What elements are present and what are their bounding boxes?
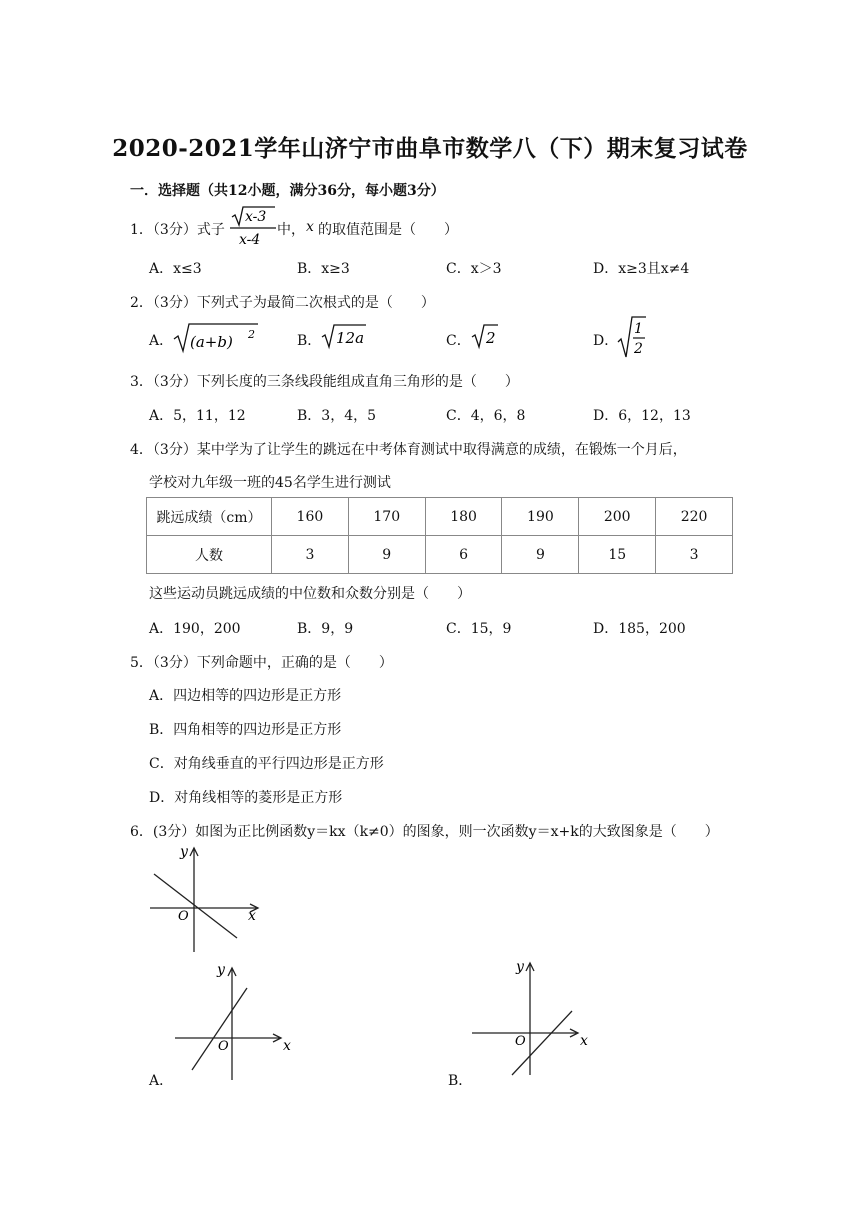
exam-title: 2020-2021学年山济宁市曲阜市数学八（下）期末复习试卷 bbox=[112, 135, 748, 162]
table-cell: 6 bbox=[425, 536, 502, 574]
q3-option-b: B．3，4，5 bbox=[297, 408, 377, 424]
q2-option-b-radical bbox=[320, 322, 368, 350]
q1-stem-a: 1．（3分）式子 bbox=[130, 222, 225, 238]
table-row bbox=[147, 498, 733, 536]
q6-given-graph bbox=[140, 840, 270, 955]
q5-option-d: D．对角线相等的菱形是正方形 bbox=[149, 790, 343, 806]
q4-score-table bbox=[146, 497, 733, 574]
x-axis-label: x bbox=[248, 908, 256, 924]
q6-option-b-graph bbox=[462, 955, 602, 1080]
q1-option-b: B．x≥3 bbox=[297, 261, 350, 277]
origin-label: O bbox=[178, 909, 189, 924]
table-cell: 160 bbox=[272, 498, 349, 536]
q5-option-c: C．对角线垂直的平行四边形是正方形 bbox=[149, 756, 384, 772]
q1-option-a: A．x≤3 bbox=[149, 261, 202, 277]
table-cell: 3 bbox=[656, 536, 733, 574]
table-cell: 15 bbox=[579, 536, 656, 574]
q1-option-c: C．x＞3 bbox=[446, 261, 502, 277]
svg-text:x: x bbox=[283, 1038, 291, 1054]
q4-option-a: A．190，200 bbox=[149, 621, 241, 637]
q1-option-d: D．x≥3且x≠4 bbox=[593, 261, 690, 277]
q6-option-b-label: B． bbox=[448, 1073, 473, 1089]
table-cell: 170 bbox=[348, 498, 425, 536]
q1-stem-c: 的取值范围是（ ） bbox=[318, 222, 458, 238]
q2-option-a-radical bbox=[172, 318, 262, 354]
table-cell: 220 bbox=[656, 498, 733, 536]
q2-option-d-radical bbox=[616, 314, 648, 360]
q2-option-d-label: D． bbox=[593, 333, 619, 349]
q1-numerator: x-3 bbox=[245, 209, 267, 225]
y-axis-label: y bbox=[180, 844, 188, 860]
svg-text:1: 1 bbox=[634, 321, 643, 337]
table-cell: 跳远成绩（cm） bbox=[147, 498, 272, 536]
svg-text:O: O bbox=[218, 1039, 229, 1054]
q2-option-c-radical bbox=[470, 322, 500, 350]
svg-text:2: 2 bbox=[634, 341, 643, 357]
q4-option-d: D．185，200 bbox=[593, 621, 686, 637]
q4-option-b: B．9，9 bbox=[297, 621, 354, 637]
q6-stem: 6．(3分）如图为正比例函数y＝kx（k≠0）的图象，则一次函数y＝x+k的大致图象是（ ） bbox=[130, 824, 719, 840]
svg-text:2: 2 bbox=[248, 328, 255, 341]
table-cell: 190 bbox=[502, 498, 579, 536]
q2-option-a-label: A． bbox=[149, 333, 174, 349]
svg-text:O: O bbox=[515, 1034, 526, 1049]
q5-option-b: B．四角相等的四边形是正方形 bbox=[149, 722, 342, 738]
q4-stem-2: 学校对九年级一班的45名学生进行测试 bbox=[149, 475, 391, 491]
q2-option-b-label: B． bbox=[297, 333, 322, 349]
table-cell: 9 bbox=[502, 536, 579, 574]
q3-stem: 3．（3分）下列长度的三条线段能组成直角三角形的是（ ） bbox=[130, 374, 519, 390]
q1-fraction bbox=[229, 205, 277, 249]
table-row bbox=[147, 536, 733, 574]
q4-option-c: C．15，9 bbox=[446, 621, 512, 637]
q2-option-c-label: C． bbox=[446, 333, 471, 349]
svg-text:y: y bbox=[516, 959, 524, 975]
q1-variable: x bbox=[306, 219, 314, 235]
svg-text:(a+b): (a+b) bbox=[190, 333, 233, 351]
q2-stem: 2．（3分）下列式子为最简二次根式的是（ ） bbox=[130, 295, 435, 311]
svg-text:2: 2 bbox=[486, 329, 496, 347]
q1-denominator: x-4 bbox=[239, 232, 261, 248]
table-cell: 200 bbox=[579, 498, 656, 536]
q1-stem-b: 中， bbox=[277, 222, 305, 238]
q3-option-d: D．6，12，13 bbox=[593, 408, 691, 424]
svg-text:y: y bbox=[217, 962, 225, 978]
q6-option-a-graph bbox=[165, 958, 305, 1083]
table-cell: 180 bbox=[425, 498, 502, 536]
table-cell: 人数 bbox=[147, 536, 272, 574]
q4-stem: 4．（3分）某中学为了让学生的跳远在中考体育测试中取得满意的成绩，在锻炼一个月后， bbox=[130, 442, 687, 458]
q5-stem: 5．（3分）下列命题中，正确的是（ ） bbox=[130, 655, 393, 671]
table-cell: 9 bbox=[348, 536, 425, 574]
q6-option-a-label: A． bbox=[149, 1073, 174, 1089]
q4-question: 这些运动员跳远成绩的中位数和众数分别是（ ） bbox=[149, 586, 471, 602]
q3-option-c: C．4，6，8 bbox=[446, 408, 526, 424]
table-cell: 3 bbox=[272, 536, 349, 574]
svg-text:x: x bbox=[580, 1033, 588, 1049]
q5-option-a: A．四边相等的四边形是正方形 bbox=[149, 688, 342, 704]
svg-text:12a: 12a bbox=[336, 329, 365, 347]
section-heading: 一．选择题（共12小题，满分36分，每小题3分） bbox=[130, 183, 445, 199]
q3-option-a: A．5，11，12 bbox=[149, 408, 246, 424]
